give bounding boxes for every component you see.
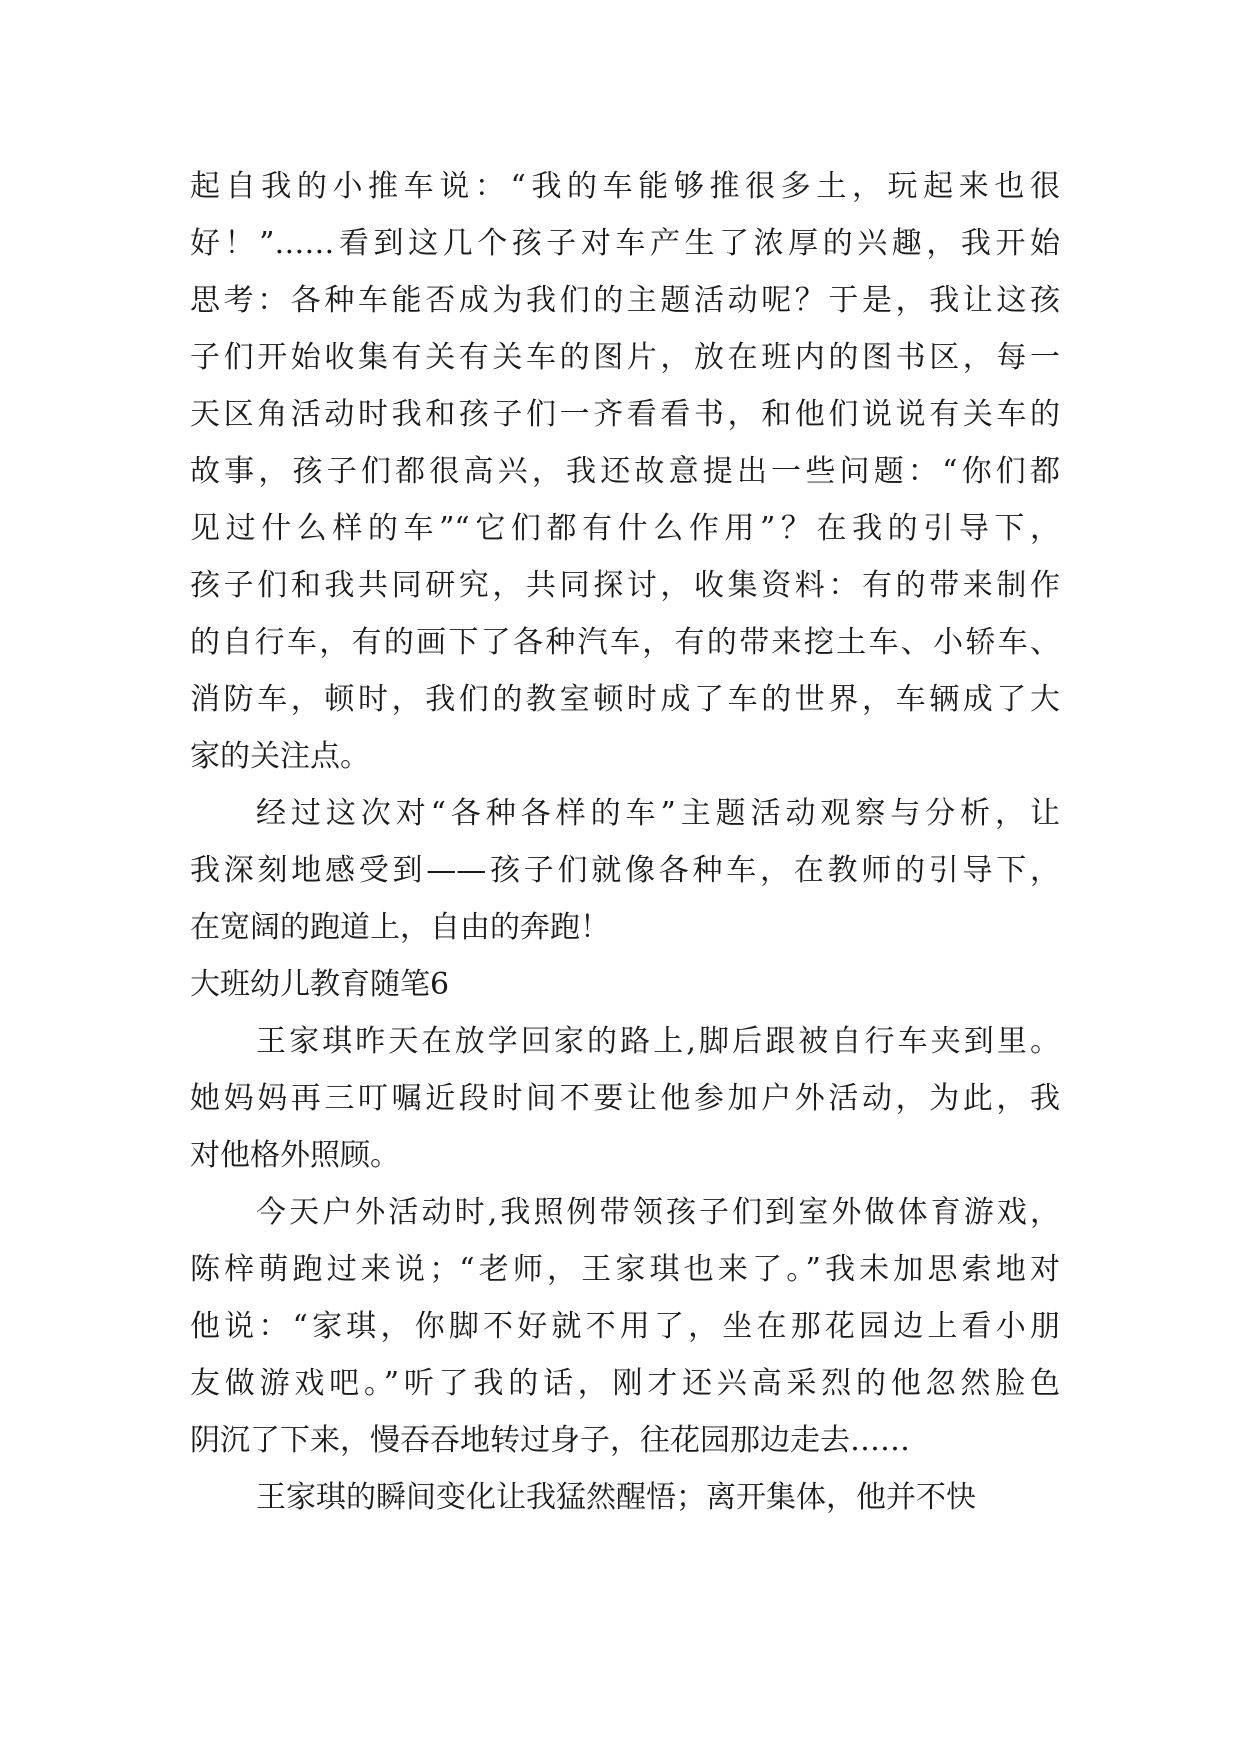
text-line: 对他格外照顾。 (190, 1138, 400, 1173)
text-line: 消防车，顿时，我们的教室顿时成了车的世界，车辆成了大 (190, 682, 1060, 717)
text-line: 今天户外活动时,我照例带领孩子们到室外做体育游戏， (256, 1195, 1060, 1230)
text-line: 阴沉了下来，慢吞吞地转过身子，往花园那边走去…… (190, 1423, 910, 1458)
text-line: 陈梓萌跑过来说；“老师，王家琪也来了。”我未加思索地对 (190, 1252, 1060, 1287)
text-line: 子们开始收集有关有关车的图片，放在班内的图书区，每一 (190, 340, 1060, 375)
text-line: 故事，孩子们都很高兴，我还故意提出一些问题：“你们都 (190, 454, 1060, 489)
document-body (190, 158, 1060, 1526)
text-line: 友做游戏吧。”听了我的话，刚才还兴高采烈的他忽然脸色 (190, 1366, 1060, 1401)
paragraph (190, 158, 1060, 785)
text-line: 天区角活动时我和孩子们一齐看看书，和他们说说有关车的 (190, 397, 1060, 432)
text-line: 在宽阔的跑道上，自由的奔跑！ (190, 910, 610, 945)
text-line: 他说：“家琪，你脚不好就不用了，坐在那花园边上看小朋 (190, 1309, 1060, 1344)
text-line: 我深刻地感受到——孩子们就像各种车，在教师的引导下， (190, 853, 1060, 888)
paragraph (190, 1013, 1060, 1184)
paragraph (190, 1184, 1060, 1469)
text-line: 见过什么样的车”“它们都有什么作用”？在我的引导下， (190, 511, 1060, 546)
text-line: 思考：各种车能否成为我们的主题活动呢？于是，我让这孩 (190, 283, 1060, 318)
text-line: 王家琪昨天在放学回家的路上,脚后跟被自行车夹到里。 (256, 1024, 1060, 1059)
text-line: 她妈妈再三叮嘱近段时间不要让他参加户外活动，为此，我 (190, 1081, 1060, 1116)
text-line: 王家琪的瞬间变化让我猛然醒悟；离开集体，他并不快 (256, 1480, 976, 1515)
text-line: 起自我的小推车说：“我的车能够推很多土，玩起来也很 (190, 169, 1060, 204)
text-line: 经过这次对“各种各样的车”主题活动观察与分析，让 (256, 796, 1060, 831)
paragraph (190, 1469, 1060, 1526)
text-line: 孩子们和我共同研究，共同探讨，收集资料：有的带来制作 (190, 568, 1060, 603)
paragraph (190, 785, 1060, 956)
text-line: 的自行车，有的画下了各种汽车，有的带来挖土车、小轿车、 (190, 625, 1060, 660)
text-line: 好！”……看到这几个孩子对车产生了浓厚的兴趣，我开始 (190, 226, 1060, 261)
section-heading: 大班幼儿教育随笔6 (190, 967, 450, 1002)
text-line: 家的关注点。 (190, 739, 370, 774)
